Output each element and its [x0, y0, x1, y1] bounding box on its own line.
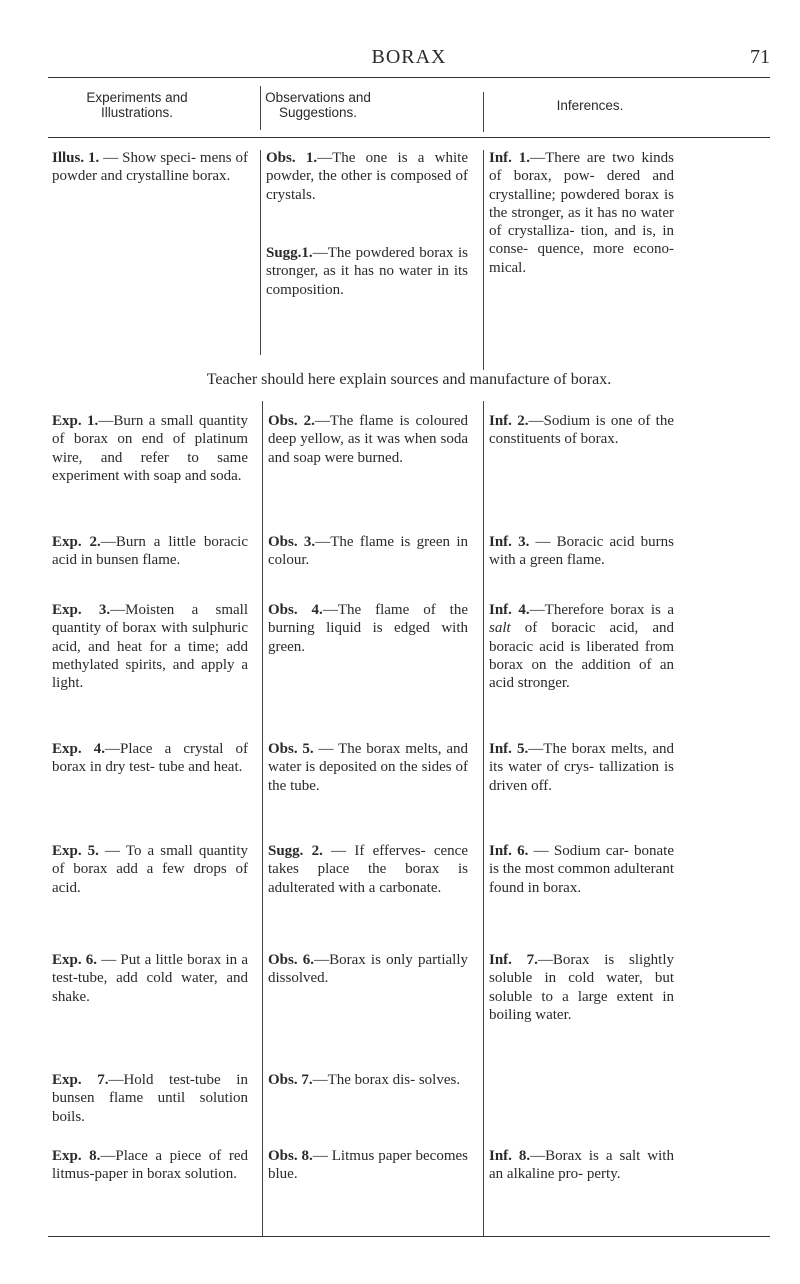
entry-text: —Borax is only partially dissolved.: [268, 952, 468, 987]
header-rule: [48, 137, 770, 138]
entry-label: Sugg. 2.: [268, 843, 323, 859]
entry-text: —Borax is slightly soluble in cold water, but soluble to a large extent in boiling water.: [489, 952, 674, 1023]
observation-3: [268, 533, 468, 570]
observation-8: [268, 1147, 468, 1184]
emphasis: salt: [489, 620, 511, 637]
entry-label: Obs. 6.: [268, 952, 315, 968]
suggestion-2: [268, 842, 468, 897]
entry-label: Exp. 5.: [52, 843, 99, 859]
entry-text: — To a small quantity of borax add a few drops of acid.: [52, 843, 248, 896]
entry-text: —Burn a small quantity of borax on end of platinum wire, and refer to same experiment with soap and soda.: [52, 413, 248, 484]
page-header-title: BORAX: [371, 46, 447, 68]
inference-7: [489, 951, 674, 1024]
page-number: 71: [750, 46, 770, 68]
entry-label: Exp. 4.: [52, 741, 105, 757]
observation-1: [266, 149, 468, 204]
entry-label: Obs. 8.: [268, 1148, 313, 1164]
entry-label: Exp. 3.: [52, 602, 111, 618]
entry-text: —The borax dis- solves.: [312, 1072, 461, 1088]
entry-label: Obs. 4.: [268, 602, 323, 618]
entry-label: Inf. 7.: [489, 952, 538, 968]
inference-8: [489, 1147, 674, 1184]
teacher-note: Teacher should here explain sources and manufacture of borax.: [206, 371, 612, 388]
entry-label: Exp. 2.: [52, 534, 101, 550]
entry-label: Obs. 5.: [268, 741, 314, 757]
inference-3: [489, 533, 674, 570]
header-divider-1: [260, 86, 261, 130]
entry-text: —Moisten a small quantity of borax with sulphuric acid, and heat for a time; add methylated spirits, and apply a light.: [52, 602, 248, 692]
entry-label: Inf. 5.: [489, 741, 529, 757]
entry-text: —Place a crystal of borax in dry test- tube and heat.: [52, 741, 248, 776]
observation-2: [268, 412, 468, 467]
entry-text: —Borax is a salt with an alkaline pro- perty.: [489, 1148, 674, 1183]
inference-6: [489, 842, 674, 897]
entry-label: Inf. 3.: [489, 534, 530, 550]
entry-text: — Litmus paper becomes blue.: [268, 1148, 468, 1183]
entry-label: Obs. 3.: [268, 534, 316, 550]
entry-label: Exp. 1.: [52, 413, 99, 429]
entry-text: — The borax melts, and water is deposited on the sides of the tube.: [268, 741, 468, 794]
observation-5: [268, 740, 468, 795]
entry-label: Exp. 8.: [52, 1148, 101, 1164]
entry-label: Obs. 7.: [268, 1072, 313, 1088]
inference-4: [489, 601, 674, 692]
upper-divider-1: [260, 150, 261, 355]
running-head: [48, 46, 770, 74]
entry-label: Inf. 6.: [489, 843, 529, 859]
entry-label: Inf. 1.: [489, 150, 531, 166]
entry-text: —The flame is coloured deep yellow, as it was when soda and soap were burned.: [268, 413, 468, 466]
illustration-1: [52, 149, 248, 186]
entry-text: — Sodium car- bonate is the most common adulterant found in borax.: [489, 843, 674, 896]
lower-divider-1: [262, 401, 263, 1236]
inference-2: [489, 412, 674, 449]
entry-text: —There are two kinds of borax, pow- dered and crystalline; powdered borax is the stronger, as it has no water of crystalliza- tion, and is, in conse- quence, more econo- mical.: [489, 150, 674, 276]
experiment-3: [52, 601, 248, 692]
inference-1: [489, 149, 674, 277]
entry-text: of boracic acid, and boracic acid is liberated from borax on the addition of an acid stronger.: [489, 620, 674, 692]
entry-text: —Place a piece of red litmus-paper in borax solution.: [52, 1148, 248, 1183]
entry-text: — Put a little borax in a test-tube, add cold water, and shake.: [52, 952, 248, 1005]
column-header-inferences: Inferences.: [556, 98, 624, 113]
experiment-8: [52, 1147, 248, 1184]
experiment-4: [52, 740, 248, 777]
entry-text: —Sodium is one of the constituents of borax.: [489, 413, 674, 448]
experiment-2: [52, 533, 248, 570]
entry-label: Inf. 8.: [489, 1148, 531, 1164]
top-rule: [48, 77, 770, 78]
entry-text: —Burn a little boracic acid in bunsen flame.: [52, 534, 248, 569]
entry-text: —The borax melts, and its water of crys- tallization is driven off.: [489, 741, 674, 794]
upper-divider-2: [483, 150, 484, 370]
entry-text: —The flame of the burning liquid is edged with green.: [268, 602, 468, 655]
experiment-1: [52, 412, 248, 485]
entry-label: Exp. 6.: [52, 952, 98, 968]
entry-text: —Hold test-tube in bunsen flame until solution boils.: [52, 1072, 248, 1125]
entry-label: Sugg.1.: [266, 245, 313, 261]
entry-label: Inf. 2.: [489, 413, 529, 429]
observation-7: [268, 1071, 468, 1089]
lower-divider-2: [483, 401, 484, 1236]
entry-label: Inf. 4.: [489, 602, 530, 618]
entry-text: — Show speci- mens of powder and crystalline borax.: [52, 150, 248, 185]
entry-text: — If efferves- cence takes place the borax is adulterated with a carbonate.: [268, 843, 468, 896]
bottom-rule: [48, 1236, 770, 1237]
column-header-observations: Observations and Suggestions.: [265, 90, 371, 120]
column-header-experiments: Experiments and Illustrations.: [86, 90, 188, 120]
observation-4: [268, 601, 468, 656]
entry-text: —The one is a white powder, the other is composed of crystals.: [266, 150, 468, 203]
inference-5: [489, 740, 674, 795]
entry-text: —Therefore borax is a: [529, 602, 674, 618]
entry-text: — Boracic acid burns with a green flame.: [489, 534, 674, 569]
header-divider-2: [483, 92, 484, 132]
entry-label: Obs. 2.: [268, 413, 315, 429]
observation-6: [268, 951, 468, 988]
entry-label: Obs. 1.: [266, 150, 318, 166]
experiment-7: [52, 1071, 248, 1126]
entry-text: —The powdered borax is stronger, as it has no water in its composition.: [266, 245, 468, 298]
experiment-6: [52, 951, 248, 1006]
entry-label: Illus. 1.: [52, 150, 100, 166]
entry-text: —The flame is green in colour.: [268, 534, 468, 569]
experiment-5: [52, 842, 248, 897]
suggestion-1: [266, 244, 468, 299]
entry-label: Exp. 7.: [52, 1072, 109, 1088]
